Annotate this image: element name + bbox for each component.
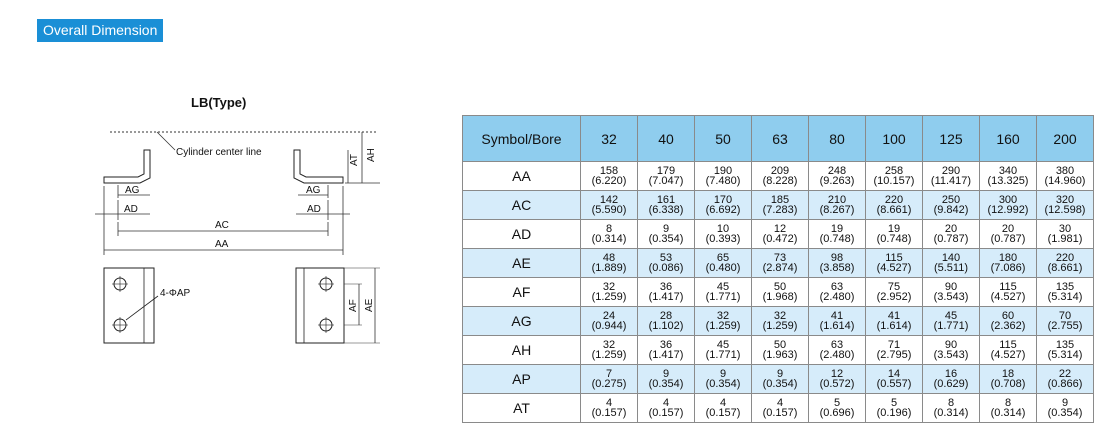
value-mm: 20 xyxy=(944,223,958,235)
value-mm: 380 xyxy=(1055,165,1075,177)
section-title: Overall Dimension xyxy=(37,19,163,42)
value-cell xyxy=(638,191,695,220)
value-inch: (1.614) xyxy=(819,320,855,332)
value-inch: (7.480) xyxy=(705,175,741,187)
value-cell xyxy=(638,249,695,278)
value-inch: (0.275) xyxy=(591,378,627,390)
value-inch: (10.157) xyxy=(873,175,915,187)
value-mm: 9 xyxy=(1061,397,1069,409)
value-inch: (0.354) xyxy=(648,233,684,245)
value-inch: (14.960) xyxy=(1044,175,1086,187)
value-inch: (7.047) xyxy=(648,175,684,187)
label-aa: AA xyxy=(215,239,229,250)
value-mm: 220 xyxy=(1055,252,1075,264)
value-inch: (0.572) xyxy=(819,378,855,390)
label-hole: 4-ΦAP xyxy=(160,288,191,299)
value-cell xyxy=(923,278,980,307)
value-cell xyxy=(1037,394,1094,423)
value-inch: (1.614) xyxy=(876,320,912,332)
value-cell xyxy=(581,220,638,249)
value-inch: (4.527) xyxy=(990,349,1026,361)
label-ag-left: AG xyxy=(125,185,140,196)
value-mm: 9 xyxy=(719,368,727,380)
value-mm: 190 xyxy=(713,165,733,177)
value-mm: 161 xyxy=(656,194,676,206)
table-row xyxy=(463,336,1094,365)
value-mm: 185 xyxy=(770,194,790,206)
value-mm: 32 xyxy=(602,339,616,351)
value-inch: (0.866) xyxy=(1047,378,1083,390)
value-mm: 179 xyxy=(656,165,676,177)
value-cell xyxy=(752,365,809,394)
value-cell xyxy=(980,162,1037,191)
symbol-cell: AE xyxy=(463,249,581,278)
value-inch: (3.858) xyxy=(819,262,855,274)
symbol-cell: AF xyxy=(463,278,581,307)
value-inch: (2.480) xyxy=(819,349,855,361)
value-inch: (3.543) xyxy=(933,349,969,361)
value-mm: 60 xyxy=(1001,310,1015,322)
value-mm: 209 xyxy=(770,165,790,177)
value-cell xyxy=(923,191,980,220)
table-header-row xyxy=(463,116,1094,162)
value-cell xyxy=(695,394,752,423)
value-cell xyxy=(695,365,752,394)
value-mm: 70 xyxy=(1058,310,1072,322)
value-cell xyxy=(581,249,638,278)
value-cell xyxy=(923,249,980,278)
symbol-cell: AC xyxy=(463,191,581,220)
value-cell xyxy=(923,365,980,394)
value-inch: (1.771) xyxy=(933,320,969,332)
value-cell xyxy=(638,307,695,336)
value-mm: 210 xyxy=(827,194,847,206)
value-cell xyxy=(581,191,638,220)
value-cell xyxy=(866,249,923,278)
value-cell xyxy=(809,365,866,394)
bore-header: 50 xyxy=(695,116,752,162)
bore-header: 125 xyxy=(923,116,980,162)
value-mm: 9 xyxy=(662,223,670,235)
value-cell xyxy=(809,278,866,307)
right-plate xyxy=(296,268,344,343)
value-cell xyxy=(638,162,695,191)
value-cell xyxy=(809,336,866,365)
value-cell xyxy=(695,336,752,365)
value-mm: 248 xyxy=(827,165,847,177)
bore-header: 100 xyxy=(866,116,923,162)
value-inch: (2.755) xyxy=(1047,320,1083,332)
value-mm: 158 xyxy=(599,165,619,177)
value-cell xyxy=(1037,191,1094,220)
value-cell xyxy=(581,162,638,191)
value-mm: 9 xyxy=(662,368,670,380)
value-inch: (6.220) xyxy=(591,175,627,187)
value-inch: (8.228) xyxy=(762,175,798,187)
value-inch: (0.708) xyxy=(990,378,1026,390)
value-cell xyxy=(1037,220,1094,249)
value-inch: (1.963) xyxy=(762,349,798,361)
value-cell xyxy=(695,278,752,307)
value-mm: 8 xyxy=(947,397,955,409)
value-mm: 4 xyxy=(662,397,670,409)
value-inch: (12.992) xyxy=(987,204,1029,216)
value-mm: 45 xyxy=(716,339,730,351)
value-inch: (1.259) xyxy=(705,320,741,332)
dimension-table xyxy=(462,115,1094,423)
value-cell xyxy=(866,220,923,249)
value-mm: 9 xyxy=(776,368,784,380)
center-line-leader xyxy=(157,132,175,150)
drawing-title: LB(Type) xyxy=(191,95,247,110)
value-cell xyxy=(1037,162,1094,191)
value-cell xyxy=(809,162,866,191)
value-inch: (1.259) xyxy=(591,291,627,303)
value-inch: (1.771) xyxy=(705,291,741,303)
table-row xyxy=(463,162,1094,191)
value-inch: (7.086) xyxy=(990,262,1026,274)
value-cell xyxy=(1037,278,1094,307)
value-cell xyxy=(866,191,923,220)
label-ae: AE xyxy=(364,298,375,312)
right-bracket xyxy=(294,150,343,183)
value-inch: (5.511) xyxy=(933,262,969,274)
value-mm: 32 xyxy=(716,310,730,322)
value-cell xyxy=(809,191,866,220)
value-mm: 71 xyxy=(887,339,901,351)
corner-header: Symbol/Bore xyxy=(463,116,581,162)
value-cell xyxy=(581,365,638,394)
value-cell xyxy=(866,278,923,307)
value-inch: (5.314) xyxy=(1047,349,1083,361)
value-mm: 90 xyxy=(944,281,958,293)
value-cell xyxy=(980,336,1037,365)
value-cell xyxy=(638,220,695,249)
value-mm: 32 xyxy=(602,281,616,293)
value-cell xyxy=(980,394,1037,423)
value-inch: (5.590) xyxy=(591,204,627,216)
value-mm: 63 xyxy=(830,339,844,351)
value-cell xyxy=(980,191,1037,220)
value-inch: (0.157) xyxy=(648,407,684,419)
value-cell xyxy=(638,278,695,307)
value-cell xyxy=(581,307,638,336)
value-mm: 22 xyxy=(1058,368,1072,380)
value-mm: 41 xyxy=(830,310,844,322)
symbol-cell: AG xyxy=(463,307,581,336)
value-cell xyxy=(695,220,752,249)
value-inch: (0.393) xyxy=(705,233,741,245)
value-mm: 5 xyxy=(890,397,898,409)
value-inch: (3.543) xyxy=(933,291,969,303)
value-inch: (0.787) xyxy=(933,233,969,245)
value-mm: 10 xyxy=(716,223,730,235)
value-mm: 320 xyxy=(1055,194,1075,206)
value-cell xyxy=(809,220,866,249)
value-mm: 135 xyxy=(1055,339,1075,351)
value-mm: 290 xyxy=(941,165,961,177)
value-cell xyxy=(581,336,638,365)
value-cell xyxy=(752,249,809,278)
value-mm: 142 xyxy=(599,194,619,206)
value-inch: (1.981) xyxy=(1047,233,1083,245)
value-mm: 16 xyxy=(944,368,958,380)
value-mm: 28 xyxy=(659,310,673,322)
bore-header: 40 xyxy=(638,116,695,162)
value-mm: 250 xyxy=(941,194,961,206)
symbol-cell: AD xyxy=(463,220,581,249)
value-inch: (1.259) xyxy=(762,320,798,332)
value-cell xyxy=(752,162,809,191)
label-ag-right: AG xyxy=(306,185,321,196)
value-mm: 36 xyxy=(659,339,673,351)
value-mm: 14 xyxy=(887,368,901,380)
value-inch: (0.354) xyxy=(1047,407,1083,419)
value-mm: 73 xyxy=(773,252,787,264)
value-cell xyxy=(923,220,980,249)
value-cell xyxy=(752,307,809,336)
value-inch: (0.557) xyxy=(876,378,912,390)
left-plate xyxy=(104,268,154,343)
value-cell xyxy=(1037,307,1094,336)
value-inch: (2.795) xyxy=(876,349,912,361)
value-cell xyxy=(1037,249,1094,278)
value-inch: (0.787) xyxy=(990,233,1026,245)
value-mm: 90 xyxy=(944,339,958,351)
value-mm: 41 xyxy=(887,310,901,322)
value-cell xyxy=(866,394,923,423)
value-inch: (1.889) xyxy=(591,262,627,274)
value-inch: (8.661) xyxy=(876,204,912,216)
value-inch: (2.480) xyxy=(819,291,855,303)
value-mm: 19 xyxy=(830,223,844,235)
symbol-cell: AH xyxy=(463,336,581,365)
value-inch: (1.771) xyxy=(705,349,741,361)
dimension-drawing xyxy=(0,0,460,439)
bore-header: 32 xyxy=(581,116,638,162)
value-cell xyxy=(980,249,1037,278)
value-inch: (0.944) xyxy=(591,320,627,332)
value-cell xyxy=(866,162,923,191)
value-mm: 340 xyxy=(998,165,1018,177)
value-cell xyxy=(1037,365,1094,394)
value-mm: 4 xyxy=(719,397,727,409)
value-cell xyxy=(866,336,923,365)
center-line-label: Cylinder center line xyxy=(176,147,262,158)
value-cell xyxy=(923,162,980,191)
value-inch: (0.086) xyxy=(648,262,684,274)
value-inch: (0.629) xyxy=(933,378,969,390)
value-mm: 8 xyxy=(1004,397,1012,409)
value-cell xyxy=(752,191,809,220)
value-inch: (1.102) xyxy=(648,320,684,332)
value-mm: 140 xyxy=(941,252,961,264)
value-inch: (0.157) xyxy=(591,407,627,419)
table-row xyxy=(463,365,1094,394)
value-inch: (2.874) xyxy=(762,262,798,274)
value-inch: (0.314) xyxy=(933,407,969,419)
value-inch: (1.417) xyxy=(648,291,684,303)
value-cell xyxy=(923,394,980,423)
value-mm: 8 xyxy=(605,223,613,235)
value-mm: 30 xyxy=(1058,223,1072,235)
value-cell xyxy=(695,249,752,278)
value-inch: (0.354) xyxy=(705,378,741,390)
value-mm: 45 xyxy=(944,310,958,322)
value-inch: (0.157) xyxy=(705,407,741,419)
symbol-cell: AP xyxy=(463,365,581,394)
value-inch: (0.696) xyxy=(819,407,855,419)
label-at: AT xyxy=(349,153,360,166)
value-mm: 63 xyxy=(830,281,844,293)
value-mm: 7 xyxy=(605,368,613,380)
symbol-cell: AA xyxy=(463,162,581,191)
value-mm: 24 xyxy=(602,310,616,322)
value-cell xyxy=(638,394,695,423)
value-cell xyxy=(980,365,1037,394)
value-mm: 12 xyxy=(773,223,787,235)
value-mm: 45 xyxy=(716,281,730,293)
value-mm: 50 xyxy=(773,281,787,293)
value-inch: (12.598) xyxy=(1044,204,1086,216)
table-row xyxy=(463,394,1094,423)
value-inch: (1.968) xyxy=(762,291,798,303)
value-mm: 53 xyxy=(659,252,673,264)
table-row xyxy=(463,191,1094,220)
table-row xyxy=(463,278,1094,307)
value-cell xyxy=(809,307,866,336)
value-inch: (7.283) xyxy=(762,204,798,216)
value-cell xyxy=(866,365,923,394)
value-inch: (2.952) xyxy=(876,291,912,303)
value-cell xyxy=(1037,336,1094,365)
value-inch: (0.196) xyxy=(876,407,912,419)
value-inch: (4.527) xyxy=(876,262,912,274)
value-mm: 180 xyxy=(998,252,1018,264)
value-inch: (11.417) xyxy=(930,175,972,187)
value-inch: (0.748) xyxy=(819,233,855,245)
value-inch: (9.263) xyxy=(819,175,855,187)
bore-header: 80 xyxy=(809,116,866,162)
label-ad-left: AD xyxy=(124,204,138,215)
value-cell xyxy=(695,307,752,336)
value-mm: 98 xyxy=(830,252,844,264)
value-cell xyxy=(980,307,1037,336)
symbol-cell: AT xyxy=(463,394,581,423)
value-mm: 48 xyxy=(602,252,616,264)
value-mm: 170 xyxy=(713,194,733,206)
value-mm: 19 xyxy=(887,223,901,235)
value-inch: (2.362) xyxy=(990,320,1026,332)
bore-header: 200 xyxy=(1037,116,1094,162)
value-cell xyxy=(638,336,695,365)
value-inch: (0.748) xyxy=(876,233,912,245)
table-row xyxy=(463,307,1094,336)
value-mm: 115 xyxy=(999,339,1017,351)
value-mm: 300 xyxy=(998,194,1018,206)
value-mm: 4 xyxy=(776,397,784,409)
value-mm: 36 xyxy=(659,281,673,293)
value-inch: (0.314) xyxy=(591,233,627,245)
value-mm: 5 xyxy=(833,397,841,409)
label-ad-right: AD xyxy=(307,204,321,215)
bore-header: 63 xyxy=(752,116,809,162)
value-mm: 32 xyxy=(773,310,787,322)
left-bracket xyxy=(104,150,150,183)
value-cell xyxy=(809,394,866,423)
bore-header: 160 xyxy=(980,116,1037,162)
value-cell xyxy=(923,307,980,336)
value-inch: (6.692) xyxy=(705,204,741,216)
label-af: AF xyxy=(348,299,359,312)
value-inch: (0.472) xyxy=(762,233,798,245)
value-cell xyxy=(980,220,1037,249)
value-cell xyxy=(695,191,752,220)
value-mm: 18 xyxy=(1001,368,1015,380)
value-cell xyxy=(866,307,923,336)
value-mm: 115 xyxy=(885,252,903,264)
label-ac: AC xyxy=(215,220,229,231)
value-cell xyxy=(581,278,638,307)
value-mm: 65 xyxy=(716,252,730,264)
value-mm: 50 xyxy=(773,339,787,351)
value-mm: 75 xyxy=(887,281,901,293)
value-inch: (0.314) xyxy=(990,407,1026,419)
value-inch: (6.338) xyxy=(648,204,684,216)
value-inch: (8.267) xyxy=(819,204,855,216)
value-cell xyxy=(809,249,866,278)
table-row xyxy=(463,220,1094,249)
value-cell xyxy=(581,394,638,423)
value-cell xyxy=(752,220,809,249)
value-inch: (0.354) xyxy=(762,378,798,390)
value-cell xyxy=(695,162,752,191)
value-inch: (0.480) xyxy=(705,262,741,274)
value-inch: (4.527) xyxy=(990,291,1026,303)
value-inch: (0.157) xyxy=(762,407,798,419)
value-mm: 258 xyxy=(884,165,904,177)
value-cell xyxy=(752,278,809,307)
value-inch: (9.842) xyxy=(933,204,969,216)
value-mm: 4 xyxy=(605,397,613,409)
value-cell xyxy=(923,336,980,365)
value-mm: 20 xyxy=(1001,223,1015,235)
label-ah: AH xyxy=(366,148,377,162)
value-cell xyxy=(638,365,695,394)
value-inch: (5.314) xyxy=(1047,291,1083,303)
value-cell xyxy=(752,394,809,423)
value-inch: (1.259) xyxy=(591,349,627,361)
value-cell xyxy=(752,336,809,365)
value-inch: (1.417) xyxy=(648,349,684,361)
value-mm: 12 xyxy=(830,368,844,380)
value-mm: 135 xyxy=(1055,281,1075,293)
value-mm: 115 xyxy=(999,281,1017,293)
value-cell xyxy=(980,278,1037,307)
value-inch: (0.354) xyxy=(648,378,684,390)
value-inch: (13.325) xyxy=(987,175,1029,187)
value-inch: (8.661) xyxy=(1047,262,1083,274)
table-row xyxy=(463,249,1094,278)
value-mm: 220 xyxy=(884,194,904,206)
